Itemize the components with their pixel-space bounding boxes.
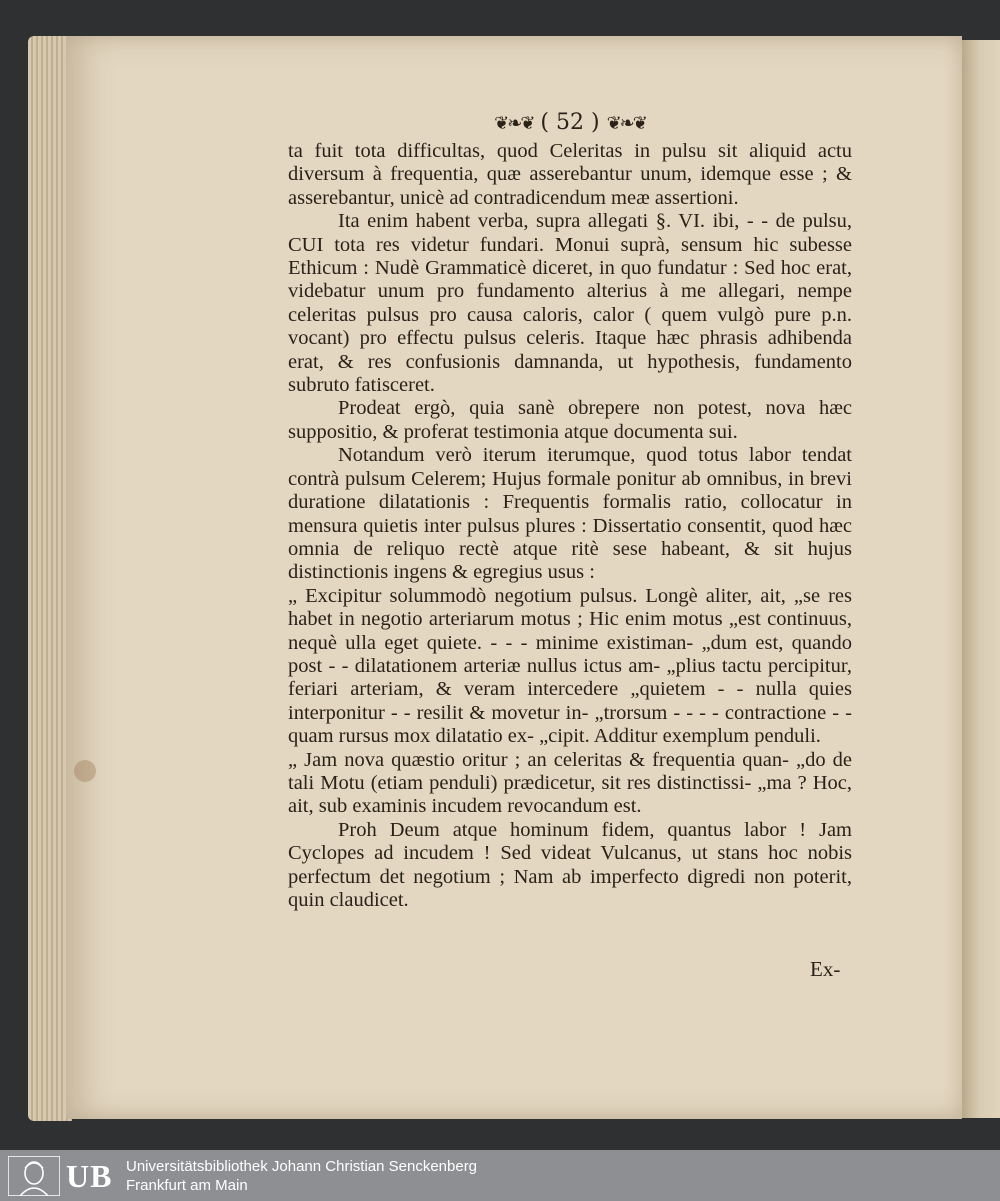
- library-logo[interactable]: [6, 1154, 118, 1197]
- institution-line-2: Frankfurt am Main: [126, 1177, 248, 1194]
- facing-page-edge: [962, 40, 1000, 1118]
- paragraph: Ita enim habent verba, supra allegati §. VI. ibi, - - de pulsu, CUI tota res videtur fundari. Monui suprà, sensum hic subesse Ethicum : Nudè Grammaticè diceret, in quo fundatur : Sed hoc erat, videbatur unum pro fundamento alterius à me allegari, nempe celeritas pulsus pro causa caloris, calor ( quem vulgò pure p.n. vocant) pro effectu pulsus celeris. Itaque hæc phrasis adhibenda erat, & res confusionis damnanda, ut hypothesis, fundamento subruto fatisceret.: [288, 210, 852, 397]
- institution-name: [126, 1157, 477, 1195]
- ornament-right-icon: ❦❧❦: [606, 113, 646, 134]
- body-text: [288, 140, 852, 912]
- paragraph: Notandum verò iterum iterumque, quod totus labor tendat contrà pulsum Celerem; Hujus formale ponitur ab omnibus, in brevi duratione dilatationis : Frequentis formalis ratio, collocatur in mensura quietis inter pulsus plures : Dissertatio consentit, quod hæc omnia de reliquo rectè atque ritè sese habeant, & sit hujus distinctionis ingens & egregius usus :: [288, 444, 852, 584]
- institution-line-1: Universitätsbibliothek Johann Christian Senckenberg: [126, 1158, 478, 1175]
- quoted-paragraph: „ Excipitur solummodò negotium pulsus. Longè aliter, ait, „se res habet in negotio arteriarum motus ; Hic enim motus „est continuus, nequè ulla eget quiete. - - - minime existiman- „dum est, quando post - - dilatationem arteriæ nullus ictus am- „plius tactu percipitur, feriari arteriam, & veram intercedere „quietem - - nulla quies interponitur - - resilit & movetur in- „trorsum - - - - contractione - - quam rursus mox dilatatio ex- „cipit. Additur exemplum penduli.: [288, 584, 852, 748]
- portrait-icon: [8, 1156, 60, 1196]
- ornament-left-icon: ❦❧❦: [494, 113, 534, 134]
- paragraph: ta fuit tota difficultas, quod Celeritas in pulsu sit aliquid actu diversum à frequentia, quæ asserebantur unum, idemque esse ; & asserebantur, unicè ad contradicendum meæ assertioni.: [288, 140, 852, 209]
- logo-text: UB: [66, 1158, 113, 1194]
- catchword: Ex-: [810, 957, 841, 981]
- paragraph: Prodeat ergò, quia sanè obrepere non potest, nova hæc suppositio, & proferat testimonia atque documenta sui.: [288, 397, 852, 443]
- page-header: [490, 110, 650, 138]
- library-footer: [0, 1150, 1000, 1201]
- page-stain: [74, 760, 96, 782]
- paragraph: Proh Deum atque hominum fidem, quantus labor ! Jam Cyclopes ad incudem ! Sed videat Vulcanus, ut stans hoc nobis perfectum det negotium ; Nam ab imperfecto digredi non poterit, quin claudicet.: [288, 818, 852, 911]
- quoted-paragraph: „ Jam nova quæstio oritur ; an celeritas & frequentia quan- „do de tali Motu (etiam penduli) prædicetur, sit res distinctissi- „ma ? Hoc, ait, sub examinis incudem revocandum est.: [288, 748, 852, 818]
- page-number: ( 52 ): [540, 110, 600, 135]
